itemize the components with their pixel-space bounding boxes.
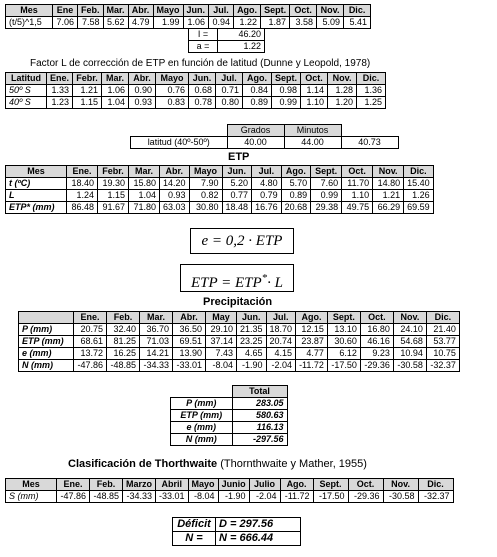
table-cell: -29.36: [348, 491, 383, 503]
table-row: [171, 398, 288, 410]
table-cell: 15.80: [129, 178, 160, 190]
table-cell: -32.37: [426, 360, 459, 372]
table-cell: 86.48: [67, 202, 98, 214]
column-header: Jun.: [237, 312, 267, 324]
spacer: [131, 125, 228, 137]
deficit-label: Déficit: [173, 518, 216, 532]
column-header: Ene.: [67, 166, 98, 178]
table-cell: 0.89: [243, 97, 272, 109]
table-cell: -34.33: [140, 360, 173, 372]
table-cell: 71.03: [140, 336, 173, 348]
table-cell: 13.90: [173, 348, 206, 360]
table-cell: 1.24: [67, 190, 98, 202]
row-label: ETP (mm): [171, 410, 233, 422]
table-row: [189, 41, 265, 53]
table-cell: 1.14: [301, 85, 328, 97]
column-header: Mes: [6, 166, 67, 178]
precipitation-table: [18, 311, 460, 372]
row-label: (t/5)^1,5: [6, 17, 53, 29]
table-row: [6, 17, 371, 29]
row-label: L: [6, 190, 67, 202]
thornthwaite-title-bold: Clasificación de Thorthwaite: [68, 458, 218, 470]
equation-text-right: · L: [267, 275, 284, 291]
table-cell: -2.04: [249, 491, 280, 503]
table-cell: 63.03: [160, 202, 190, 214]
row-label: 50º S: [6, 85, 47, 97]
table-cell: -11.72: [280, 491, 313, 503]
column-header: Sept.: [261, 5, 290, 17]
table-row: [6, 97, 386, 109]
table-header-row: [6, 166, 434, 178]
table-cell: -8.04: [188, 491, 218, 503]
table-cell: 11.70: [342, 178, 373, 190]
table-cell: 5.70: [281, 178, 311, 190]
table-cell: -17.50: [327, 360, 360, 372]
table-cell: 1.20: [328, 97, 357, 109]
index-i-label: I =: [189, 29, 218, 41]
table-cell: 20.74: [266, 336, 296, 348]
column-header: Mar.: [140, 312, 173, 324]
spacer: [171, 386, 233, 398]
column-header: Feb.: [107, 312, 140, 324]
table-cell: 19.30: [98, 178, 129, 190]
row-label: e (mm): [19, 348, 74, 360]
latitude-label: latitud (40º-50º): [131, 137, 228, 149]
table-cell: 7.06: [53, 17, 78, 29]
n-value: N = 666.44: [216, 532, 301, 546]
column-header: Sept.: [272, 73, 301, 85]
table-header-row: [19, 312, 460, 324]
table-cell: 23.25: [237, 336, 267, 348]
thornthwaite-table: [5, 478, 454, 503]
minutos-value: 44.00: [284, 137, 341, 149]
table-row: [6, 85, 386, 97]
column-header: Feb.: [90, 479, 123, 491]
table-header-row: [171, 386, 288, 398]
column-header: Nov.: [393, 312, 426, 324]
table-cell: 0.90: [129, 85, 156, 97]
table-cell: -34.33: [123, 491, 156, 503]
index-i-value: 46.20: [218, 29, 265, 41]
column-header: Ago.: [243, 73, 272, 85]
table-cell: 0.84: [243, 85, 272, 97]
table-cell: 7.90: [189, 178, 222, 190]
table-cell: -48.85: [107, 360, 140, 372]
column-header: Sept.: [313, 479, 348, 491]
column-header: Ago.: [296, 312, 328, 324]
table-cell: 91.67: [98, 202, 129, 214]
column-header: Sept.: [311, 166, 342, 178]
column-header: Jun.: [222, 166, 252, 178]
table-cell: 0.82: [189, 190, 222, 202]
row-label: P (mm): [19, 324, 74, 336]
table-cell: 1.21: [373, 190, 404, 202]
table-cell: 66.29: [373, 202, 404, 214]
table-cell: 1.87: [261, 17, 290, 29]
table-cell: 4.77: [296, 348, 328, 360]
row-label: ETP (mm): [19, 336, 74, 348]
column-header: Feb.: [78, 5, 104, 17]
column-header: Jul.: [209, 5, 234, 17]
column-header: Abr.: [160, 166, 190, 178]
column-header: Jun.: [183, 5, 209, 17]
table-header-row: [6, 73, 386, 85]
table-cell: 1.21: [73, 85, 102, 97]
column-header: Dic.: [404, 166, 434, 178]
table-cell: 7.58: [78, 17, 104, 29]
table-cell: -17.50: [313, 491, 348, 503]
column-header: Ene.: [47, 73, 73, 85]
table-cell: 18.48: [222, 202, 252, 214]
column-header: Abr.: [128, 5, 153, 17]
column-header: Dic.: [344, 5, 371, 17]
column-header: Mayo: [188, 479, 218, 491]
table-cell: 1.15: [73, 97, 102, 109]
table-cell: 13.10: [327, 324, 360, 336]
totals-table: [170, 385, 288, 446]
table-cell: 20.75: [74, 324, 107, 336]
table-cell: 1.23: [47, 97, 73, 109]
table-cell: -29.36: [360, 360, 393, 372]
minutos-header: Minutos: [284, 125, 341, 137]
table-cell: 36.50: [173, 324, 206, 336]
table-cell: 4.15: [266, 348, 296, 360]
table-cell: 13.72: [74, 348, 107, 360]
table-row: [171, 422, 288, 434]
table-cell: 16.25: [107, 348, 140, 360]
column-header: Mayo: [153, 5, 183, 17]
table-cell: -297.56: [232, 434, 287, 446]
table-cell: 5.09: [317, 17, 344, 29]
table-row: [19, 336, 460, 348]
table-cell: 7.60: [311, 178, 342, 190]
column-header: Ago.: [281, 166, 311, 178]
column-header: May: [206, 312, 237, 324]
column-header: Mar.: [102, 73, 129, 85]
column-header: Ene.: [74, 312, 107, 324]
table-cell: 5.62: [103, 17, 128, 29]
table-cell: 18.70: [266, 324, 296, 336]
table-cell: -33.01: [156, 491, 189, 503]
table-cell: -48.85: [90, 491, 123, 503]
column-header: Abr.: [129, 73, 156, 85]
grados-value: 40.00: [227, 137, 284, 149]
spacer: [341, 125, 398, 137]
column-header: Latitud: [6, 73, 47, 85]
table-cell: 81.25: [107, 336, 140, 348]
table-cell: 1.04: [129, 190, 160, 202]
table-cell: 0.98: [272, 85, 301, 97]
table-row: [173, 518, 301, 532]
column-header: Ene.: [57, 479, 90, 491]
table-cell: 0.77: [222, 190, 252, 202]
latitude-result: 40.73: [341, 137, 398, 149]
table-cell: 12.15: [296, 324, 328, 336]
table-cell: 1.10: [301, 97, 328, 109]
table-row: [6, 491, 454, 503]
column-header: Dic.: [426, 312, 459, 324]
table-cell: 0.99: [311, 190, 342, 202]
column-header: Nov.: [383, 479, 418, 491]
grados-header: Grados: [227, 125, 284, 137]
table-cell: 1.04: [102, 97, 129, 109]
table-cell: 7.43: [206, 348, 237, 360]
table-cell: 6.12: [327, 348, 360, 360]
table-cell: -32.37: [418, 491, 453, 503]
table-cell: 283.05: [232, 398, 287, 410]
table-row: [189, 29, 265, 41]
column-header: Nov.: [317, 5, 344, 17]
table-header-row: [6, 479, 454, 491]
table-cell: 0.89: [281, 190, 311, 202]
equation-etp: [180, 264, 294, 292]
table-cell: 5.20: [222, 178, 252, 190]
table-row: [131, 137, 399, 149]
column-header: Mayo: [156, 73, 189, 85]
table-cell: 30.60: [327, 336, 360, 348]
table-cell: 0.99: [272, 97, 301, 109]
equation-superscript: *: [261, 272, 268, 284]
table-cell: 21.40: [426, 324, 459, 336]
column-header: Abril: [156, 479, 189, 491]
table-row: [19, 324, 460, 336]
column-header: Oct.: [348, 479, 383, 491]
column-header: Ene: [53, 5, 78, 17]
table-cell: -8.04: [206, 360, 237, 372]
table-cell: 20.68: [281, 202, 311, 214]
table-header-row: [131, 125, 399, 137]
index-a-value: 1.22: [218, 41, 265, 53]
table-cell: 9.23: [360, 348, 393, 360]
column-header: Nov.: [328, 73, 357, 85]
table-cell: -30.58: [393, 360, 426, 372]
table-cell: 69.59: [404, 202, 434, 214]
table-cell: 46.16: [360, 336, 393, 348]
table-row: [19, 360, 460, 372]
table-cell: 4.65: [237, 348, 267, 360]
table-cell: 14.80: [373, 178, 404, 190]
column-header: Ago.: [234, 5, 261, 17]
equation-evaporation: [190, 228, 294, 254]
table-cell: 10.75: [426, 348, 459, 360]
table-cell: 16.80: [360, 324, 393, 336]
column-header: Oct.: [301, 73, 328, 85]
precip-title: Precipitación: [203, 296, 273, 308]
equation-text-left: ETP = ETP: [190, 275, 262, 291]
thornthwaite-title-normal: (Thornthwaite y Mather, 1955): [217, 458, 367, 470]
table-cell: 4.79: [128, 17, 153, 29]
table-cell: 1.26: [404, 190, 434, 202]
table-cell: 29.10: [206, 324, 237, 336]
row-label: 40º S: [6, 97, 47, 109]
table-row: [6, 178, 434, 190]
table-cell: 1.99: [153, 17, 183, 29]
table-cell: 23.87: [296, 336, 328, 348]
table-cell: 54.68: [393, 336, 426, 348]
table-cell: 69.51: [173, 336, 206, 348]
column-header: Dic.: [418, 479, 453, 491]
table-cell: 0.94: [209, 17, 234, 29]
table-cell: 3.58: [290, 17, 317, 29]
table-row: [6, 202, 434, 214]
column-header: Ago.: [280, 479, 313, 491]
table-cell: 14.21: [140, 348, 173, 360]
table-cell: 24.10: [393, 324, 426, 336]
table-cell: 29.38: [311, 202, 342, 214]
row-label: ETP* (mm): [6, 202, 67, 214]
column-header: Mar.: [103, 5, 128, 17]
factor-l-table: [5, 72, 386, 109]
table-cell: 32.40: [107, 324, 140, 336]
table-cell: 15.40: [404, 178, 434, 190]
etp-table: [5, 165, 434, 214]
table-cell: 5.41: [344, 17, 371, 29]
row-label: t (ºC): [6, 178, 67, 190]
table-cell: 0.76: [156, 85, 189, 97]
table-cell: 18.40: [67, 178, 98, 190]
row-label: N (mm): [171, 434, 233, 446]
table-cell: 580.63: [232, 410, 287, 422]
column-header: Mar.: [129, 166, 160, 178]
temperature-index-table: [5, 4, 371, 29]
column-header: Dic.: [357, 73, 386, 85]
column-header: Marzo: [123, 479, 156, 491]
etp-title: ETP: [228, 151, 250, 163]
table-cell: 16.76: [252, 202, 282, 214]
column-header: Jun.: [189, 73, 216, 85]
row-label: P (mm): [171, 398, 233, 410]
column-header: Julio: [249, 479, 280, 491]
index-a-label: a =: [189, 41, 218, 53]
table-cell: 1.06: [102, 85, 129, 97]
table-cell: 68.61: [74, 336, 107, 348]
table-cell: 4.80: [252, 178, 282, 190]
table-cell: -30.58: [383, 491, 418, 503]
factor-l-title: Factor L de corrección de ETP en función de latitud (Dunne y Leopold, 1978): [30, 58, 371, 69]
table-cell: -2.04: [266, 360, 296, 372]
column-header: Mayo: [189, 166, 222, 178]
table-cell: -1.90: [218, 491, 249, 503]
table-cell: 0.93: [160, 190, 190, 202]
row-label: e (mm): [171, 422, 233, 434]
table-row: [19, 348, 460, 360]
column-header: Jul.: [252, 166, 282, 178]
table-row: [171, 434, 288, 446]
table-row: [171, 410, 288, 422]
table-cell: 71.80: [129, 202, 160, 214]
summary-table: [172, 517, 301, 546]
table-cell: 0.79: [252, 190, 282, 202]
table-cell: 0.68: [189, 85, 216, 97]
column-header: Abr.: [173, 312, 206, 324]
column-header: Oct.: [342, 166, 373, 178]
table-row: [173, 532, 301, 546]
column-header: Febr.: [73, 73, 102, 85]
table-cell: 21.35: [237, 324, 267, 336]
column-header: Jul.: [266, 312, 296, 324]
thornthwaite-title: [68, 458, 367, 470]
table-cell: 1.10: [342, 190, 373, 202]
table-cell: 37.14: [206, 336, 237, 348]
table-cell: 0.80: [216, 97, 243, 109]
table-row: [6, 190, 434, 202]
table-cell: 10.94: [393, 348, 426, 360]
table-cell: 1.28: [328, 85, 357, 97]
index-results-table: [188, 28, 265, 53]
row-label: N (mm): [19, 360, 74, 372]
table-cell: 1.06: [183, 17, 209, 29]
table-cell: 116.13: [232, 422, 287, 434]
equation-text: e = 0,2 · ETP: [201, 233, 283, 249]
totals-header: Total: [232, 386, 287, 398]
column-header: Oct.: [290, 5, 317, 17]
column-header: Oct.: [360, 312, 393, 324]
column-header: Mes: [6, 5, 53, 17]
column-header: Febr.: [98, 166, 129, 178]
column-header: Nov.: [373, 166, 404, 178]
latitude-table: [130, 124, 399, 149]
table-header-row: [6, 5, 371, 17]
table-cell: 49.75: [342, 202, 373, 214]
column-header: Sept.: [327, 312, 360, 324]
column-header: Mes: [6, 479, 57, 491]
table-cell: 14.20: [160, 178, 190, 190]
column-header: [19, 312, 74, 324]
table-cell: 1.36: [357, 85, 386, 97]
table-cell: -1.90: [237, 360, 267, 372]
table-cell: 0.93: [129, 97, 156, 109]
n-label: N =: [173, 532, 216, 546]
table-cell: -47.86: [57, 491, 90, 503]
deficit-value: D = 297.56: [216, 518, 301, 532]
row-label: S (mm): [6, 491, 57, 503]
table-cell: 1.22: [234, 17, 261, 29]
table-cell: -11.72: [296, 360, 328, 372]
table-cell: 0.83: [156, 97, 189, 109]
table-cell: 53.77: [426, 336, 459, 348]
table-cell: 0.78: [189, 97, 216, 109]
table-cell: 1.25: [357, 97, 386, 109]
table-cell: 1.15: [98, 190, 129, 202]
column-header: Jul.: [216, 73, 243, 85]
table-cell: 1.33: [47, 85, 73, 97]
table-cell: 0.71: [216, 85, 243, 97]
table-cell: 36.70: [140, 324, 173, 336]
table-cell: -47.86: [74, 360, 107, 372]
column-header: Junio: [218, 479, 249, 491]
table-cell: 30.80: [189, 202, 222, 214]
table-cell: -33.01: [173, 360, 206, 372]
